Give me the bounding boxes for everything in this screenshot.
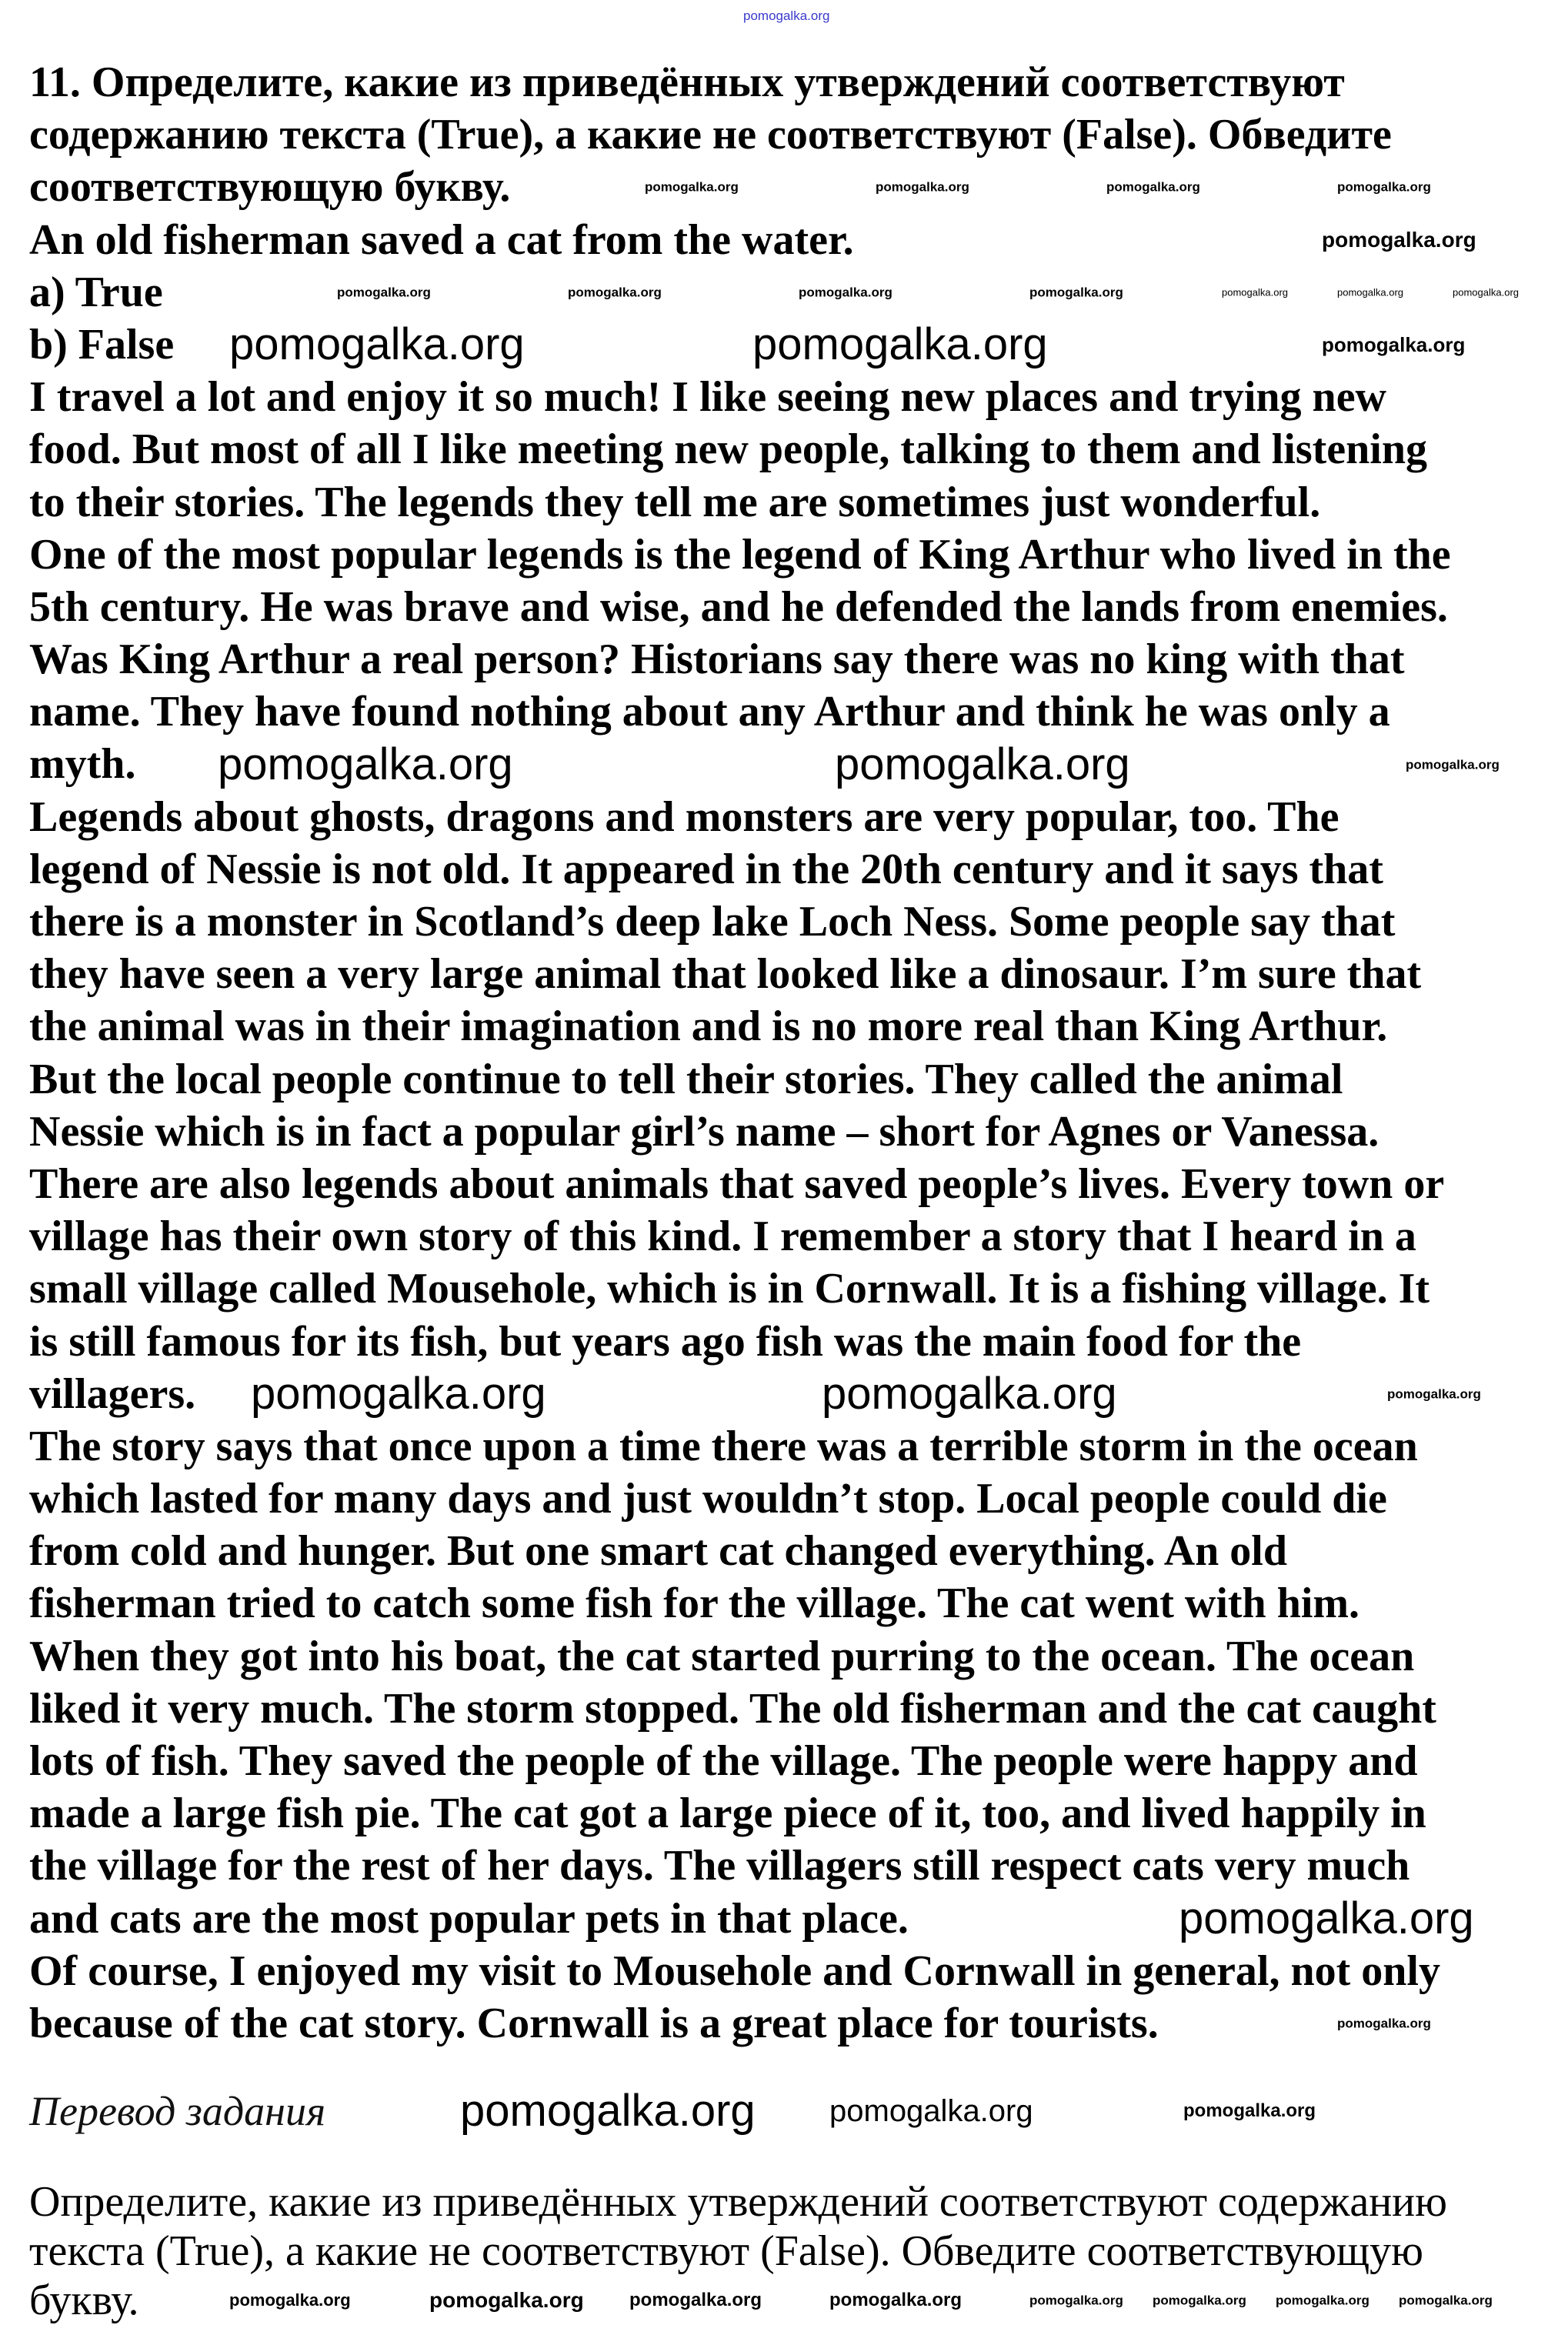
watermark: pomogalka.org <box>1322 333 1466 357</box>
translation-heading-row <box>29 2086 1553 2136</box>
text-line <box>29 1630 1553 1683</box>
watermark: pomogalka.org <box>876 179 969 195</box>
text-line <box>29 791 1553 843</box>
translation-line <box>29 2227 1553 2276</box>
statement-text: An old fisherman saved a cat from the water. <box>29 215 854 264</box>
watermark: pomogalka.org <box>835 739 1130 789</box>
text-line <box>29 896 1553 948</box>
text-line <box>29 1053 1553 1106</box>
text-line-text: is still famous for its fish, but years ago fish was the main food for the <box>29 1317 1302 1366</box>
task-line <box>29 56 1553 108</box>
watermark: pomogalka.org <box>822 1368 1117 1419</box>
text-line-text: I travel a lot and enjoy it so much! I like seeing new places and trying new <box>29 373 1386 422</box>
text-line <box>29 529 1553 581</box>
translation-line-text: Определите, какие из приведённых утверждений соответствуют содержанию <box>29 2178 1447 2226</box>
text-line <box>29 423 1553 475</box>
translation-line-text: текста (True), а какие не соответствуют (False). Обведите соответствующую <box>29 2227 1423 2275</box>
watermark: pomogalka.org <box>1387 1386 1481 1402</box>
text-line <box>29 1210 1553 1263</box>
text-line-text: But the local people continue to tell their stories. They called the animal <box>29 1055 1343 1103</box>
text-line-text: legend of Nessie is not old. It appeared in the 20th century and it says that <box>29 845 1383 893</box>
watermark: pomogalka.org <box>1222 286 1288 299</box>
watermark: pomogalka.org <box>429 2288 584 2312</box>
text-line-text: myth. <box>29 740 136 789</box>
text-line <box>29 1263 1553 1315</box>
text-line-text: food. But most of all I like meeting new people, talking to them and listening <box>29 425 1427 474</box>
text-line-text: small village called Mousehole, which is in Cornwall. It is a fishing village. It <box>29 1265 1430 1313</box>
translation-block <box>29 2177 1553 2325</box>
watermark: pomogalka.org <box>1399 2293 1493 2308</box>
watermark: pomogalka.org <box>1153 2293 1246 2308</box>
text-line-text: which lasted for many days and just wouldn’t stop. Local people could die <box>29 1475 1387 1523</box>
watermark: pomogalka.org <box>743 8 830 23</box>
text-line <box>29 1368 1553 1420</box>
text-line-text: Was King Arthur a real person? Historians say there was no king with that <box>29 635 1405 684</box>
watermark: pomogalka.org <box>1322 227 1476 252</box>
watermark: pomogalka.org <box>1337 179 1431 195</box>
watermark: pomogalka.org <box>568 285 662 300</box>
watermark: pomogalka.org <box>229 2290 351 2310</box>
text-line-text: they have seen a very large animal that looked like a dinosaur. I’m sure that <box>29 950 1422 999</box>
option-true <box>29 266 1553 319</box>
text-line-text: from cold and hunger. But one smart cat changed everything. An old <box>29 1527 1287 1576</box>
watermark: pomogalka.org <box>218 739 513 789</box>
text-line <box>29 1000 1553 1052</box>
text-line <box>29 843 1553 896</box>
text-line-text: The story says that once upon a time there was a terrible storm in the ocean <box>29 1422 1418 1470</box>
text-line-text: made a large fish pie. The cat got a large piece of it, too, and lived happily in <box>29 1790 1426 1838</box>
text-line <box>29 1997 1553 2050</box>
text-line-text: because of the cat story. Cornwall is a great place for tourists. <box>29 1999 1159 2047</box>
text-line-text: Legends about ghosts, dragons and monsters are very popular, too. The <box>29 792 1339 841</box>
text-line-text: One of the most popular legends is the legend of King Arthur who lived in the <box>29 530 1451 579</box>
watermark: pomogalka.org <box>752 319 1048 370</box>
text-line-text: When they got into his boat, the cat started purring to the ocean. The ocean <box>29 1632 1415 1680</box>
watermark: pomogalka.org <box>1029 2293 1123 2308</box>
translation-heading: Перевод задания <box>29 2088 326 2134</box>
text-line <box>29 1683 1553 1735</box>
translation-line <box>29 2276 1553 2325</box>
text-line-text: 5th century. He was brave and wise, and he defended the lands from enemies. <box>29 582 1448 631</box>
text-line <box>29 371 1553 423</box>
watermark: pomogalka.org <box>645 179 739 195</box>
watermark: pomogalka.org <box>799 285 892 300</box>
watermark: pomogalka.org <box>629 2290 762 2310</box>
task-line-text: содержанию текста (True), а какие не соответствуют (False). Обведите <box>29 111 1392 159</box>
text-line <box>29 581 1553 633</box>
translation-line-text: букву. <box>29 2277 139 2324</box>
task-line <box>29 108 1553 161</box>
watermark: pomogalka.org <box>229 319 525 370</box>
text-line-text: the village for the rest of her days. The villagers still respect cats very much <box>29 1842 1410 1890</box>
text-line <box>29 738 1553 790</box>
text-line <box>29 476 1553 529</box>
text-line-text: liked it very much. The storm stopped. The old fisherman and the cat caught <box>29 1684 1436 1733</box>
text-line-text: lots of fish. They saved the people of the village. The people were happy and <box>29 1737 1418 1785</box>
statement <box>29 214 1553 266</box>
watermark: pomogalka.org <box>1183 2100 1316 2121</box>
watermark: pomogalka.org <box>1106 179 1200 195</box>
watermark: pomogalka.org <box>1337 286 1403 299</box>
text-line <box>29 1473 1553 1525</box>
text-line-text: village has their own story of this kind. I remember a story that I heard in a <box>29 1213 1416 1261</box>
text-line-text: fisherman tried to catch some fish for the village. The cat went with him. <box>29 1579 1360 1628</box>
text-line <box>29 1316 1553 1368</box>
watermark: pomogalka.org <box>251 1368 546 1419</box>
text-line-text: and cats are the most popular pets in that place. <box>29 1894 909 1943</box>
watermark: pomogalka.org <box>1406 757 1500 772</box>
watermark: pomogalka.org <box>829 2290 962 2310</box>
reading-text <box>29 371 1553 2050</box>
watermark: pomogalka.org <box>1276 2293 1369 2308</box>
text-line <box>29 1893 1553 1945</box>
option-true-text: a) True <box>29 268 163 316</box>
task-line-text: 11. Определите, какие из приведённых утверждений соответствуют <box>29 58 1345 106</box>
option-false-text: b) False <box>29 320 175 369</box>
watermark: pomogalka.org <box>1337 2016 1431 2031</box>
watermark: pomogalka.org <box>1453 286 1519 299</box>
text-line-text: there is a monster in Scotland’s deep lake Loch Ness. Some people say that <box>29 898 1396 946</box>
text-line-text: the animal was in their imagination and is no more real than King Arthur. <box>29 1002 1388 1051</box>
text-line <box>29 1525 1553 1577</box>
watermark: pomogalka.org <box>1179 1893 1474 1943</box>
text-line-text: Of course, I enjoyed my visit to Mousehole and Cornwall in general, not only <box>29 1946 1440 1995</box>
text-line <box>29 1420 1553 1473</box>
translation-line <box>29 2177 1553 2227</box>
task-block <box>29 56 1553 2050</box>
text-line <box>29 633 1553 685</box>
task-line <box>29 161 1553 213</box>
text-line <box>29 685 1553 738</box>
watermark: pomogalka.org <box>460 2086 756 2136</box>
text-line <box>29 948 1553 1000</box>
text-line-text: villagers. <box>29 1369 196 1418</box>
text-line-text: name. They have found nothing about any Arthur and think he was only a <box>29 688 1390 736</box>
text-line <box>29 1945 1553 1997</box>
text-line-text: to their stories. The legends they tell me are sometimes just wonderful. <box>29 478 1321 526</box>
text-line <box>29 1577 1553 1630</box>
text-line <box>29 1840 1553 1892</box>
text-line-text: Nessie which is in fact a popular girl’s name – short for Agnes or Vanessa. <box>29 1107 1380 1156</box>
option-false <box>29 319 1553 371</box>
text-line <box>29 1735 1553 1787</box>
watermark: pomogalka.org <box>829 2094 1033 2128</box>
watermark: pomogalka.org <box>337 285 431 300</box>
watermark: pomogalka.org <box>1029 285 1123 300</box>
text-line <box>29 1106 1553 1158</box>
task-line-text: соответствующую букву. <box>29 163 511 212</box>
text-line-text: There are also legends about animals that saved people’s lives. Every town or <box>29 1159 1445 1208</box>
text-line <box>29 1787 1553 1840</box>
text-line <box>29 1158 1553 1210</box>
